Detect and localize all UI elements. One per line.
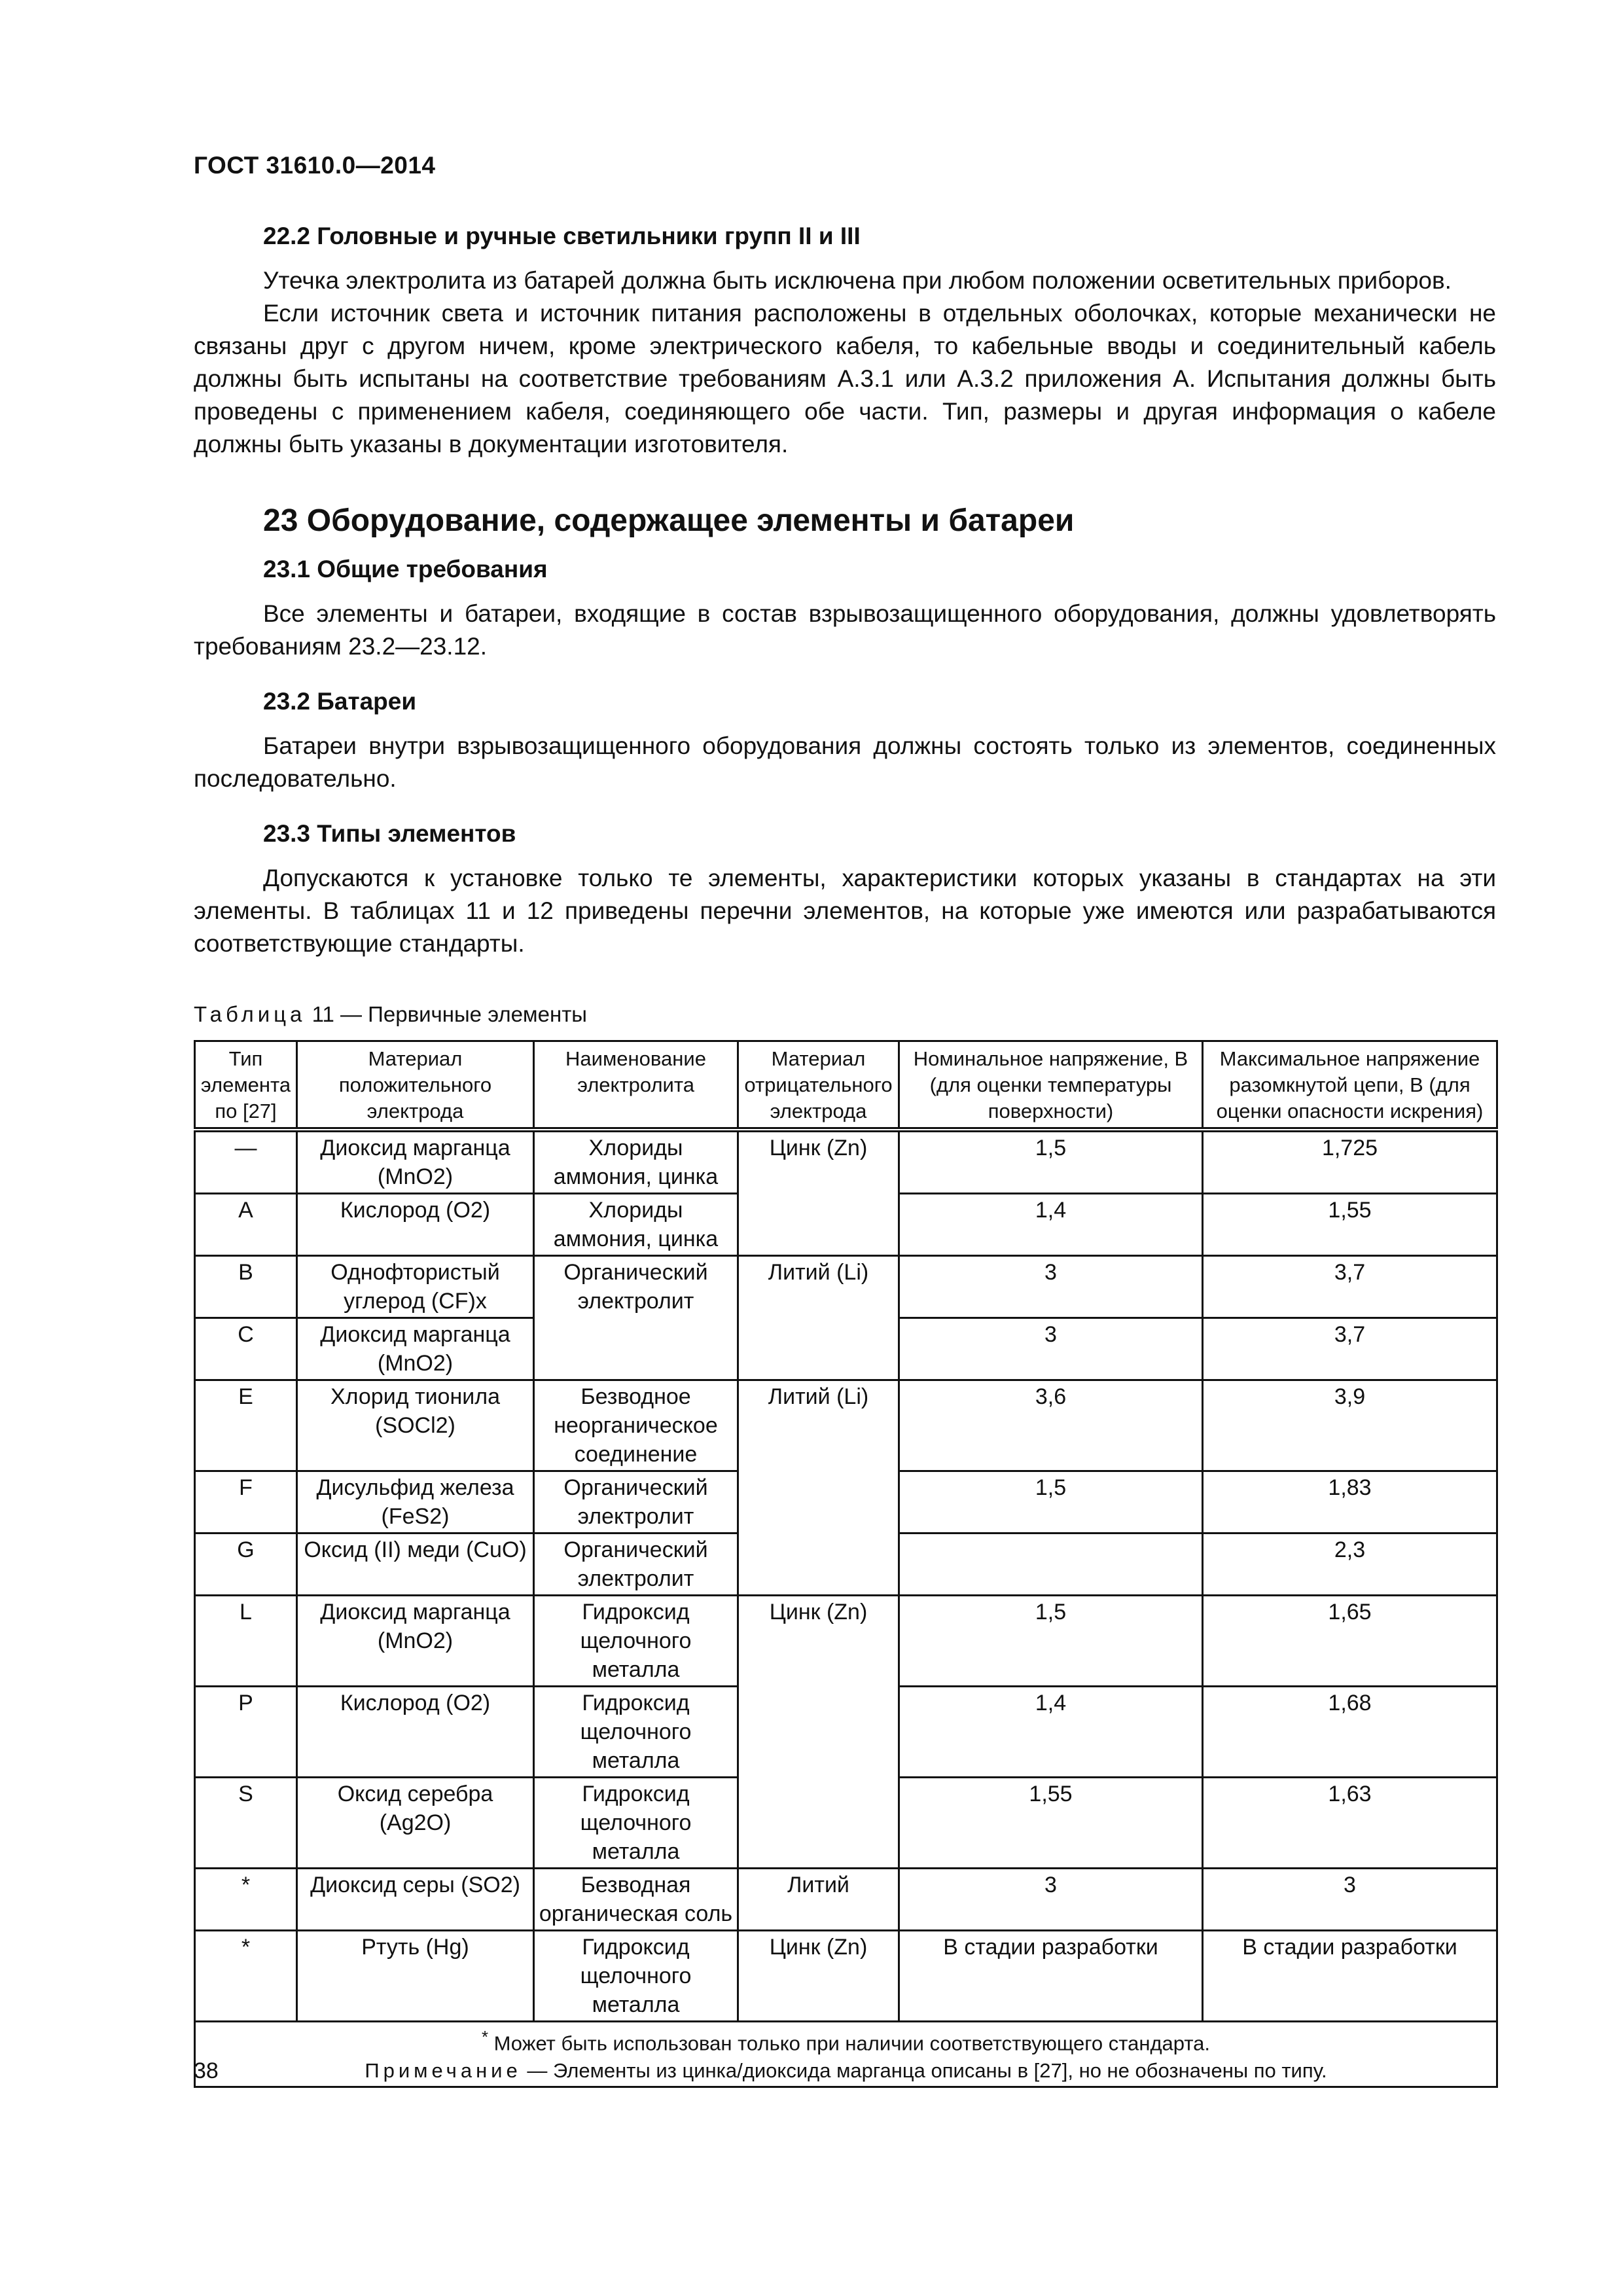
cell-type: E: [195, 1380, 297, 1471]
cell-positive: Диоксид марганца (MnO2): [297, 1130, 534, 1194]
cell-max: 2,3: [1203, 1534, 1497, 1596]
cell-positive: Диоксид марганца (MnO2): [297, 1596, 534, 1687]
document-code: ГОСТ 31610.0—2014: [194, 152, 436, 179]
cell-type: L: [195, 1596, 297, 1687]
cell-electrolyte: Гидроксид щелочного металла: [534, 1687, 738, 1778]
page-content: [194, 223, 1496, 2088]
cell-max: 1,725: [1203, 1130, 1497, 1194]
table-footnotes: [195, 2022, 1497, 2087]
cell-electrolyte: Гидроксид щелочного металла: [534, 1778, 738, 1869]
cell-positive: Дисульфид железа (FeS2): [297, 1471, 534, 1534]
footnote-text: Может быть использован только при наличии соответствующего стандарта.: [493, 2032, 1211, 2055]
cell-electrolyte: Органический электролит: [534, 1534, 738, 1596]
cell-max: 1,83: [1203, 1471, 1497, 1534]
table-row: [195, 1130, 1497, 1194]
footnote: [200, 2024, 1492, 2057]
table-caption-title: 11 — Первичные элементы: [312, 1002, 588, 1026]
paragraph: Все элементы и батареи, входящие в состав взрывозащищенного оборудования, должны удовлетворять требованиям 23.2—23.12.: [194, 600, 1496, 660]
heading-23: 23 Оборудование, содержащее элементы и батареи: [263, 503, 1075, 538]
cell-nominal: 1,5: [899, 1130, 1203, 1194]
paragraph: Батареи внутри взрывозащищенного оборудования должны состоять только из элементов, соединенных последовательно.: [194, 732, 1496, 792]
table-header-row: [195, 1041, 1497, 1130]
cell-positive: Хлорид тионила (SOCl2): [297, 1380, 534, 1471]
paragraph: Утечка электролита из батарей должна быть исключена при любом положении осветительных приборов.: [263, 267, 1452, 294]
cell-positive: Оксид (II) меди (CuO): [297, 1534, 534, 1596]
cell-electrolyte: Органический электролит: [534, 1256, 738, 1380]
cell-type: *: [195, 1931, 297, 2022]
cell-type: P: [195, 1687, 297, 1778]
cell-positive: Оксид серебра (Ag2O): [297, 1778, 534, 1869]
table-footnote-row: [195, 2022, 1497, 2087]
cell-positive: Диоксид серы (SO2): [297, 1869, 534, 1931]
cell-negative: Цинк (Zn): [738, 1596, 899, 1869]
primary-cells-table: [194, 1040, 1498, 2088]
cell-type: A: [195, 1194, 297, 1256]
cell-negative: Цинк (Zn): [738, 1130, 899, 1256]
cell-electrolyte: Хлориды аммония, цинка: [534, 1130, 738, 1194]
table-row: [195, 1931, 1497, 2022]
heading-23-1: 23.1 Общие требования: [263, 556, 548, 583]
paragraph: Если источник света и источник питания расположены в отдельных оболочках, которые механически не связаны друг с другом ничем, кроме электрического кабеля, то кабельные вводы и соединительный кабель должны быть испытаны на соответствие требованиям А.3.1 или А.3.2 приложения А. Испытания должны быть проведены с применением кабеля, соединяющего обе части. Тип, размеры и другая информация о кабеле должны быть указаны в документации изготовителя.: [194, 300, 1496, 457]
cell-positive: Ртуть (Hg): [297, 1931, 534, 2022]
cell-type: S: [195, 1778, 297, 1869]
table-row: [195, 1596, 1497, 1687]
heading-23-2: 23.2 Батареи: [263, 688, 417, 715]
cell-nominal: 3,6: [899, 1380, 1203, 1471]
cell-positive: Диоксид марганца (MnO2): [297, 1318, 534, 1380]
cell-nominal: 3: [899, 1256, 1203, 1318]
cell-negative: Литий: [738, 1869, 899, 1931]
cell-max: 3: [1203, 1869, 1497, 1931]
col-header-type: Тип элемента по [27]: [195, 1041, 297, 1130]
cell-electrolyte: Органический электролит: [534, 1471, 738, 1534]
footnote-mark: *: [481, 2028, 489, 2047]
cell-max: 1,63: [1203, 1778, 1497, 1869]
cell-nominal: 3: [899, 1869, 1203, 1931]
cell-type: —: [195, 1130, 297, 1194]
cell-type: F: [195, 1471, 297, 1534]
cell-type: B: [195, 1256, 297, 1318]
cell-max: 3,9: [1203, 1380, 1497, 1471]
table-caption: [194, 1002, 1496, 1027]
cell-type: C: [195, 1318, 297, 1380]
cell-max: 1,55: [1203, 1194, 1497, 1256]
page-number: 38: [194, 2058, 219, 2083]
cell-max: 1,65: [1203, 1596, 1497, 1687]
col-header-positive-electrode: Материал положительного электрода: [297, 1041, 534, 1130]
cell-nominal: [899, 1534, 1203, 1596]
cell-positive: Кислород (O2): [297, 1194, 534, 1256]
cell-electrolyte: Безводная органическая соль: [534, 1869, 738, 1931]
paragraph: Допускаются к установке только те элементы, характеристики которых указаны в стандартах на эти элементы. В таблицах 11 и 12 приведены перечни элементов, на которые уже имеются или разрабатываются соответствующие стандарты.: [194, 865, 1496, 957]
cell-max: 1,68: [1203, 1687, 1497, 1778]
cell-nominal: 1,4: [899, 1687, 1203, 1778]
cell-nominal: 1,55: [899, 1778, 1203, 1869]
table-row: [195, 1256, 1497, 1318]
cell-positive: Кислород (O2): [297, 1687, 534, 1778]
table-row: [195, 1869, 1497, 1931]
cell-nominal: 1,5: [899, 1596, 1203, 1687]
cell-positive: Однофтористый углерод (CF)x: [297, 1256, 534, 1318]
cell-nominal: 1,4: [899, 1194, 1203, 1256]
cell-nominal: 3: [899, 1318, 1203, 1380]
cell-nominal: 1,5: [899, 1471, 1203, 1534]
cell-max: В стадии разработки: [1203, 1931, 1497, 2022]
col-header-max-voltage: Максимальное напряжение разомкнутой цепи, В (для оценки опасности искрения): [1203, 1041, 1497, 1130]
cell-negative: Цинк (Zn): [738, 1931, 899, 2022]
cell-max: 3,7: [1203, 1256, 1497, 1318]
table-note: [200, 2057, 1492, 2085]
cell-type: *: [195, 1869, 297, 1931]
cell-electrolyte: Безводное неорганическое соединение: [534, 1380, 738, 1471]
table-caption-word: Таблица: [194, 1002, 306, 1026]
col-header-electrolyte: Наименование электролита: [534, 1041, 738, 1130]
note-label: Примечание: [365, 2059, 522, 2083]
cell-nominal: В стадии разработки: [899, 1931, 1203, 2022]
col-header-negative-electrode: Материал отрицательного электрода: [738, 1041, 899, 1130]
col-header-nominal-voltage: Номинальное напряжение, В (для оценки температуры поверхности): [899, 1041, 1203, 1130]
cell-electrolyte: Хлориды аммония, цинка: [534, 1194, 738, 1256]
cell-electrolyte: Гидроксид щелочного металла: [534, 1931, 738, 2022]
heading-22-2: 22.2 Головные и ручные светильники групп II и III: [263, 223, 861, 249]
heading-23-3: 23.3 Типы элементов: [263, 820, 516, 847]
cell-type: G: [195, 1534, 297, 1596]
cell-negative: Литий (Li): [738, 1380, 899, 1596]
note-text: — Элементы из цинка/диоксида марганца описаны в [27], но не обозначены по типу.: [527, 2059, 1327, 2083]
table-row: [195, 1380, 1497, 1471]
cell-negative: Литий (Li): [738, 1256, 899, 1380]
cell-electrolyte: Гидроксид щелочного металла: [534, 1596, 738, 1687]
cell-max: 3,7: [1203, 1318, 1497, 1380]
